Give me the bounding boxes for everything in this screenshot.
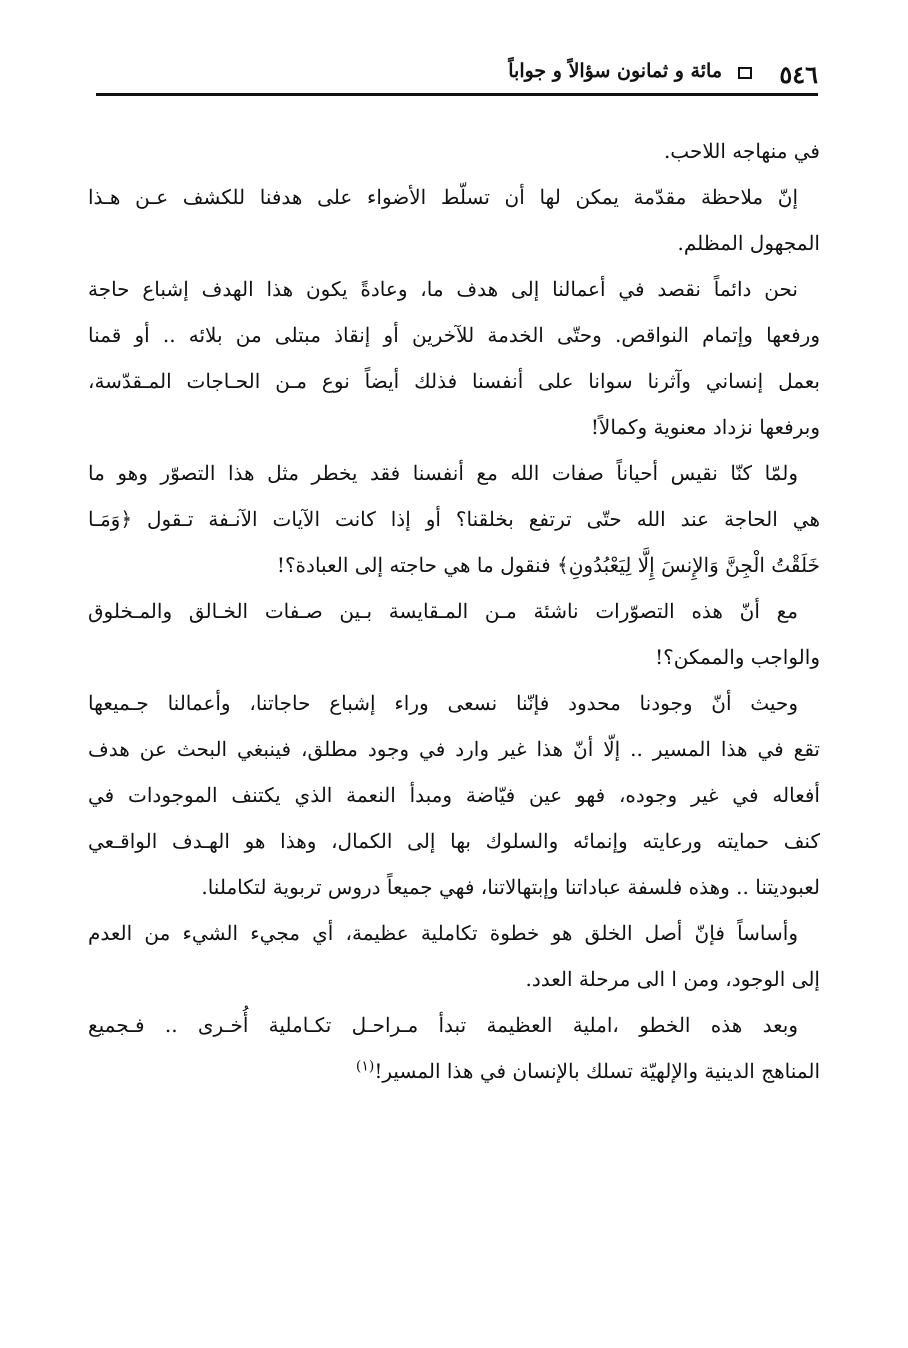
text-line: وبعد هذه الخطو ،املية العظيمة تبدأ مـراحـل تكـاملية أُخـرى .. فـجميع bbox=[88, 1013, 798, 1037]
square-separator-icon bbox=[738, 67, 752, 79]
page-header bbox=[96, 52, 818, 96]
paragraph bbox=[88, 266, 820, 450]
paragraph bbox=[88, 1002, 820, 1094]
paragraph bbox=[88, 680, 820, 910]
page-number: ٥٤٦ bbox=[779, 60, 818, 89]
text-line: كنف حمايته ورعايته وإنمائه والسلوك بها إلى الكمال، وهذا هو الهـدف الواقـعي bbox=[88, 829, 820, 853]
text-line: بعمل إنساني وآثرنا سوانا على أنفسنا فذلك أيضاً نوع مـن الحـاجات المـقدّسة، bbox=[88, 369, 820, 393]
page-body bbox=[88, 128, 820, 1094]
text-line: لعبوديتنا .. وهذه فلسفة عباداتنا وإبتهالاتنا، فهي جميعاً دروس تربوية لتكاملنا. bbox=[201, 875, 820, 899]
paragraph bbox=[88, 450, 820, 588]
text-line: وبرفعها نزداد معنوية وكمالاً! bbox=[590, 415, 820, 439]
text-line: وأساساً فإنّ أصل الخلق هو خطوة تكاملية عظيمة، أي مجيء الشيء من العدم bbox=[88, 921, 798, 945]
paragraph bbox=[88, 588, 820, 680]
text-line: إنّ ملاحظة مقدّمة يمكن لها أن تسلّط الأضواء على هدفنا للكشف عـن هـذا bbox=[88, 185, 798, 209]
text-line: مع أنّ هذه التصوّرات ناشئة مـن المـقايسة بـين صـفات الخـالق والمـخلوق bbox=[88, 599, 798, 623]
text-line: في منهاجه اللاحب. bbox=[663, 139, 820, 163]
text-line: ولمّا كنّا نقيس أحياناً صفات الله مع أنفسنا فقد يخطر مثل هذا التصوّر وهو ما bbox=[88, 461, 798, 485]
text-line: وحيث أنّ وجودنا محدود فإنّنا نسعى وراء إشباع حاجاتنا، وأعمالنا جـميعها bbox=[88, 691, 798, 715]
text-line: إلى الوجود، ومن ا الى مرحلة العدد. bbox=[525, 967, 820, 991]
text-line: خَلَقْتُ الْجِنَّ وَالإِنسَ إِلَّا لِيَعْبُدُونِ﴾ فنقول ما هي حاجته إلى العبادة؟! bbox=[276, 553, 820, 577]
text-line: والواجب والممكن؟! bbox=[655, 645, 820, 669]
text-line: أفعاله في غير وجوده، فهو عين فيّاضة ومبدأ النعمة الذي يكتنف الموجودات في bbox=[88, 783, 820, 807]
text-line bbox=[88, 1048, 820, 1094]
text-line: هي الحاجة عند الله حتّى ترتفع بخلقنا؟ أو إذا كانت الآيات الآنـفة تـقول ﴿وَمَـا bbox=[88, 507, 820, 531]
text-line: ورفعها وإتمام النواقص. وحتّى الخدمة للآخرين أو إنقاذ مبتلى من بلائه .. أو قمنا bbox=[88, 323, 820, 347]
footnote-marker: (١) bbox=[355, 1058, 375, 1075]
text-line: نحن دائماً نقصد في أعمالنا إلى هدف ما، وعادةً يكون هذا الهدف إشباع حاجة bbox=[88, 277, 798, 301]
text-line: تقع في هذا المسير .. إلّا أنّ هذا غير وارد في وجود مطلق، فينبغي البحث عن هدف bbox=[88, 737, 820, 761]
paragraph bbox=[88, 128, 820, 174]
paragraph bbox=[88, 174, 820, 266]
book-title: مائة و ثمانون سؤالاً و جواباً bbox=[508, 60, 722, 82]
paragraph bbox=[88, 910, 820, 1002]
text-line-content: المناهج الدينية والإلهيّة تسلك بالإنسان في هذا المسير! bbox=[374, 1059, 820, 1083]
text-line: المجهول المظلم. bbox=[677, 231, 820, 255]
